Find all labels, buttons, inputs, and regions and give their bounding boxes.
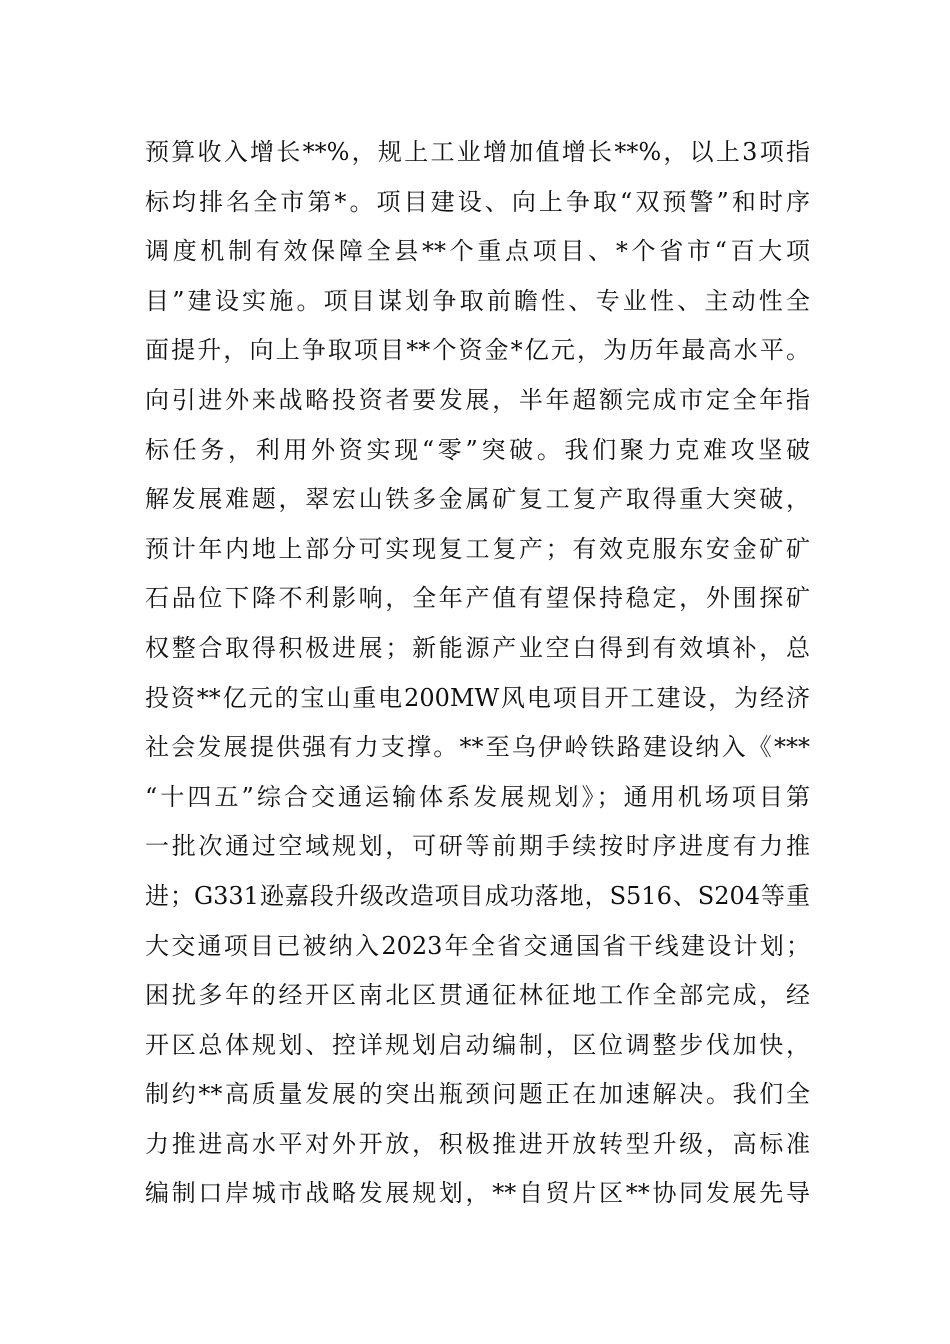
text-line: 向引进外来战略投资者要发展，半年超额完成市定全年指 (145, 385, 810, 414)
text-line: 调度机制有效保障全县**个重点项目、*个省市“百大项 (145, 237, 810, 266)
text-line: 目”建设实施。项目谋划争取前瞻性、专业性、主动性全 (145, 286, 810, 315)
body-text (145, 128, 810, 1219)
text-line: 预计年内地上部分可实现复工复产；有效克服东安金矿矿 (145, 534, 810, 563)
text-line: 开区总体规划、控详规划启动编制，区位调整步伐加快， (145, 1030, 810, 1059)
text-line: 标任务，利用外资实现“零”突破。我们聚力克难攻坚破 (145, 435, 810, 464)
text-line: 社会发展提供强有力支撑。**至乌伊岭铁路建设纳入《*** (145, 733, 810, 762)
text-line: 投资**亿元的宝山重电200MW风电项目开工建设，为经济 (145, 683, 810, 712)
text-line: 标均排名全市第*。项目建设、向上争取“双预警”和时序 (145, 187, 810, 216)
text-line: “十四五”综合交通运输体系发展规划》；通用机场项目第 (145, 782, 810, 811)
text-line: 面提升，向上争取项目**个资金*亿元，为历年最高水平。 (145, 336, 810, 365)
text-line: 权整合取得积极进展；新能源产业空白得到有效填补，总 (145, 633, 810, 662)
text-line: 编制口岸城市战略发展规划，**自贸片区**协同发展先导 (145, 1179, 810, 1208)
text-line: 大交通项目已被纳入2023年全省交通国省干线建设计划； (145, 931, 810, 960)
text-line: 力推进高水平对外开放，积极推进开放转型升级，高标准 (145, 1129, 810, 1158)
text-line: 制约**高质量发展的突出瓶颈问题正在加速解决。我们全 (145, 1080, 810, 1109)
text-line: 石品位下降不利影响，全年产值有望保持稳定，外围探矿 (145, 584, 810, 613)
text-line: 困扰多年的经开区南北区贯通征林征地工作全部完成，经 (145, 981, 810, 1010)
text-line: 一批次通过空域规划，可研等前期手续按时序进度有力推 (145, 832, 810, 861)
text-line: 预算收入增长**%，规上工业增加值增长**%，以上3项指 (145, 138, 810, 166)
text-line: 进；G331逊嘉段升级改造项目成功落地，S516、S204等重 (145, 881, 810, 910)
text-line: 解发展难题，翠宏山铁多金属矿复工复产取得重大突破， (145, 485, 810, 514)
